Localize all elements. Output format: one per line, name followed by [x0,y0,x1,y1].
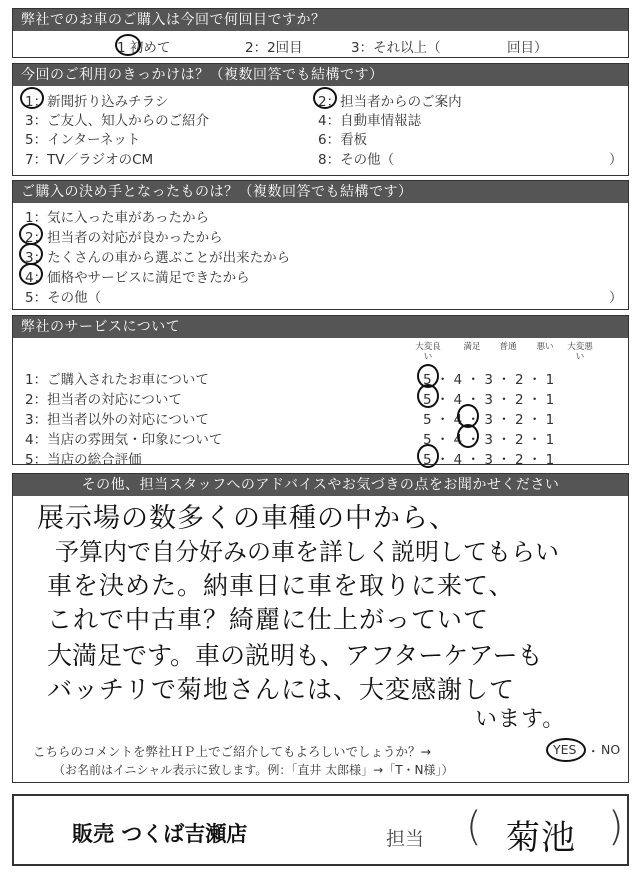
staff-paren-close: ) [608,804,624,850]
selection-circle [313,87,337,109]
selection-circle [19,243,43,265]
store-name: 販売 つくば吉瀬店 [72,822,248,846]
handwritten-line-1: 展示場の数多くの車種の中から、 [37,503,457,534]
factor-option-4[interactable]: 4：価格やサービスに満足できたから [25,270,250,286]
scale-header-4: 満足 [463,342,481,352]
trigger-option-5[interactable]: 5：インターネット [25,132,141,148]
consent-no[interactable]: NO [601,742,621,757]
handwritten-line-2: 予算内で自分好みの車を詳しく説明してもらい [55,538,559,566]
selection-circle [546,738,586,762]
handwritten-line-7: います。 [475,707,566,732]
handwritten-line-3: 車を決めた。納車日に車を取りに来て、 [47,571,515,600]
staff-label: 担当 [386,828,425,850]
section-header: ご購入の決め手となったものは？（複数回答でも結構です） [13,181,628,203]
selection-circle [417,384,439,408]
trigger-option-4[interactable]: 4：自動車情報誌 [318,113,422,129]
handwritten-line-5: 大満足です。車の説明も、アフターケアーも [47,641,543,670]
rating-item-3: 3：担当者以外の対応について [25,412,209,428]
scale-header-3: 普通 [499,342,517,352]
handwritten-line-6: バッチリで菊地さんには、大変感謝して [47,675,516,704]
trigger-option-8[interactable]: 8：その他（ [318,152,395,168]
rating-scale[interactable]: 5 ・ 4 ・ 3 ・ 2 ・ 1 [423,412,555,428]
section-comments [12,473,629,783]
rating-item-2: 2：担当者の対応について [25,392,182,408]
staff-paren-open: ( [466,804,482,850]
rating-scale[interactable]: 5 ・ 4 ・ 3 ・ 2 ・ 1 [423,452,555,468]
selection-circle [417,444,439,468]
section-header: 今回のご利用のきっかけは？（複数回答でも結構です） [13,64,628,86]
consent-separator: ・ [587,744,600,759]
close-paren: ） [609,290,623,306]
section-header: 弊社のサービスについて [13,316,628,338]
factor-option-1[interactable]: 1：気に入った車があったから [25,210,209,226]
rating-item-5: 5：当店の総合評価 [25,452,142,468]
section-header: その他、担当スタッフへのアドバイスやお気づきの点をお聞かせください [13,474,628,496]
publish-consent-question: こちらのコメントを弊社ＨＰ上でご紹介してもよろしいでしょうか？→ [33,744,431,759]
factor-option-3[interactable]: 3：たくさんの車から選ぶことが出来たから [25,250,291,266]
scale-header-2: 悪い [536,342,554,352]
initials-note: （お名前はイニシャル表示に致します。例：「直井 太郎様」→「T・N様」） [53,763,454,777]
scale-header-1: 大変悪い [567,342,593,362]
option-2[interactable]: 2：2回目 [245,40,303,56]
section-header: 弊社でのお車のご購入は今回で何回目ですか？ [13,9,628,31]
selection-circle [20,87,44,109]
section-trigger [12,63,629,176]
option-3[interactable]: 3：それ以上（ [351,40,441,56]
staff-name-handwritten: 菊池 [506,818,576,858]
rating-item-1: 1：ご購入されたお車について [25,372,209,388]
option-3-suffix: 回目） [507,40,548,56]
consent-yes[interactable]: YES [553,742,577,757]
trigger-option-2[interactable]: 2：担当者からのご案内 [318,94,462,110]
section-deciding-factor [12,180,629,310]
store-footer [12,794,629,866]
section-service-rating [12,315,629,468]
rating-scale[interactable]: 5 ・ 4 ・ 3 ・ 2 ・ 1 [423,392,555,408]
option-1[interactable]: 1 初めて [117,40,171,56]
close-paren: ） [609,152,623,168]
trigger-option-6[interactable]: 6：看板 [318,132,368,148]
rating-item-4: 4：当店の雰囲気・印象について [25,432,223,448]
trigger-option-7[interactable]: 7：TV／ラジオのCM [25,152,154,168]
scale-header-5: 大変良い [415,342,441,362]
section-purchase-count [12,8,629,58]
rating-scale[interactable]: 5 ・ 4 ・ 3 ・ 2 ・ 1 [423,432,555,448]
selection-circle [19,223,43,245]
selection-circle [457,424,479,448]
factor-option-2[interactable]: 2：担当者の対応が良かったから [25,230,223,246]
handwritten-line-4: これで中古車？綺麗に仕上がっていて [47,605,490,634]
trigger-option-3[interactable]: 3：ご友人、知人からのご紹介 [25,113,210,129]
factor-option-5[interactable]: 5：その他（ [25,290,102,306]
rating-scale[interactable]: 5 ・ 4 ・ 3 ・ 2 ・ 1 [423,372,555,388]
selection-circle [19,263,43,285]
selection-circle [115,34,141,56]
trigger-option-1[interactable]: 1：新聞折り込みチラシ [25,94,169,110]
